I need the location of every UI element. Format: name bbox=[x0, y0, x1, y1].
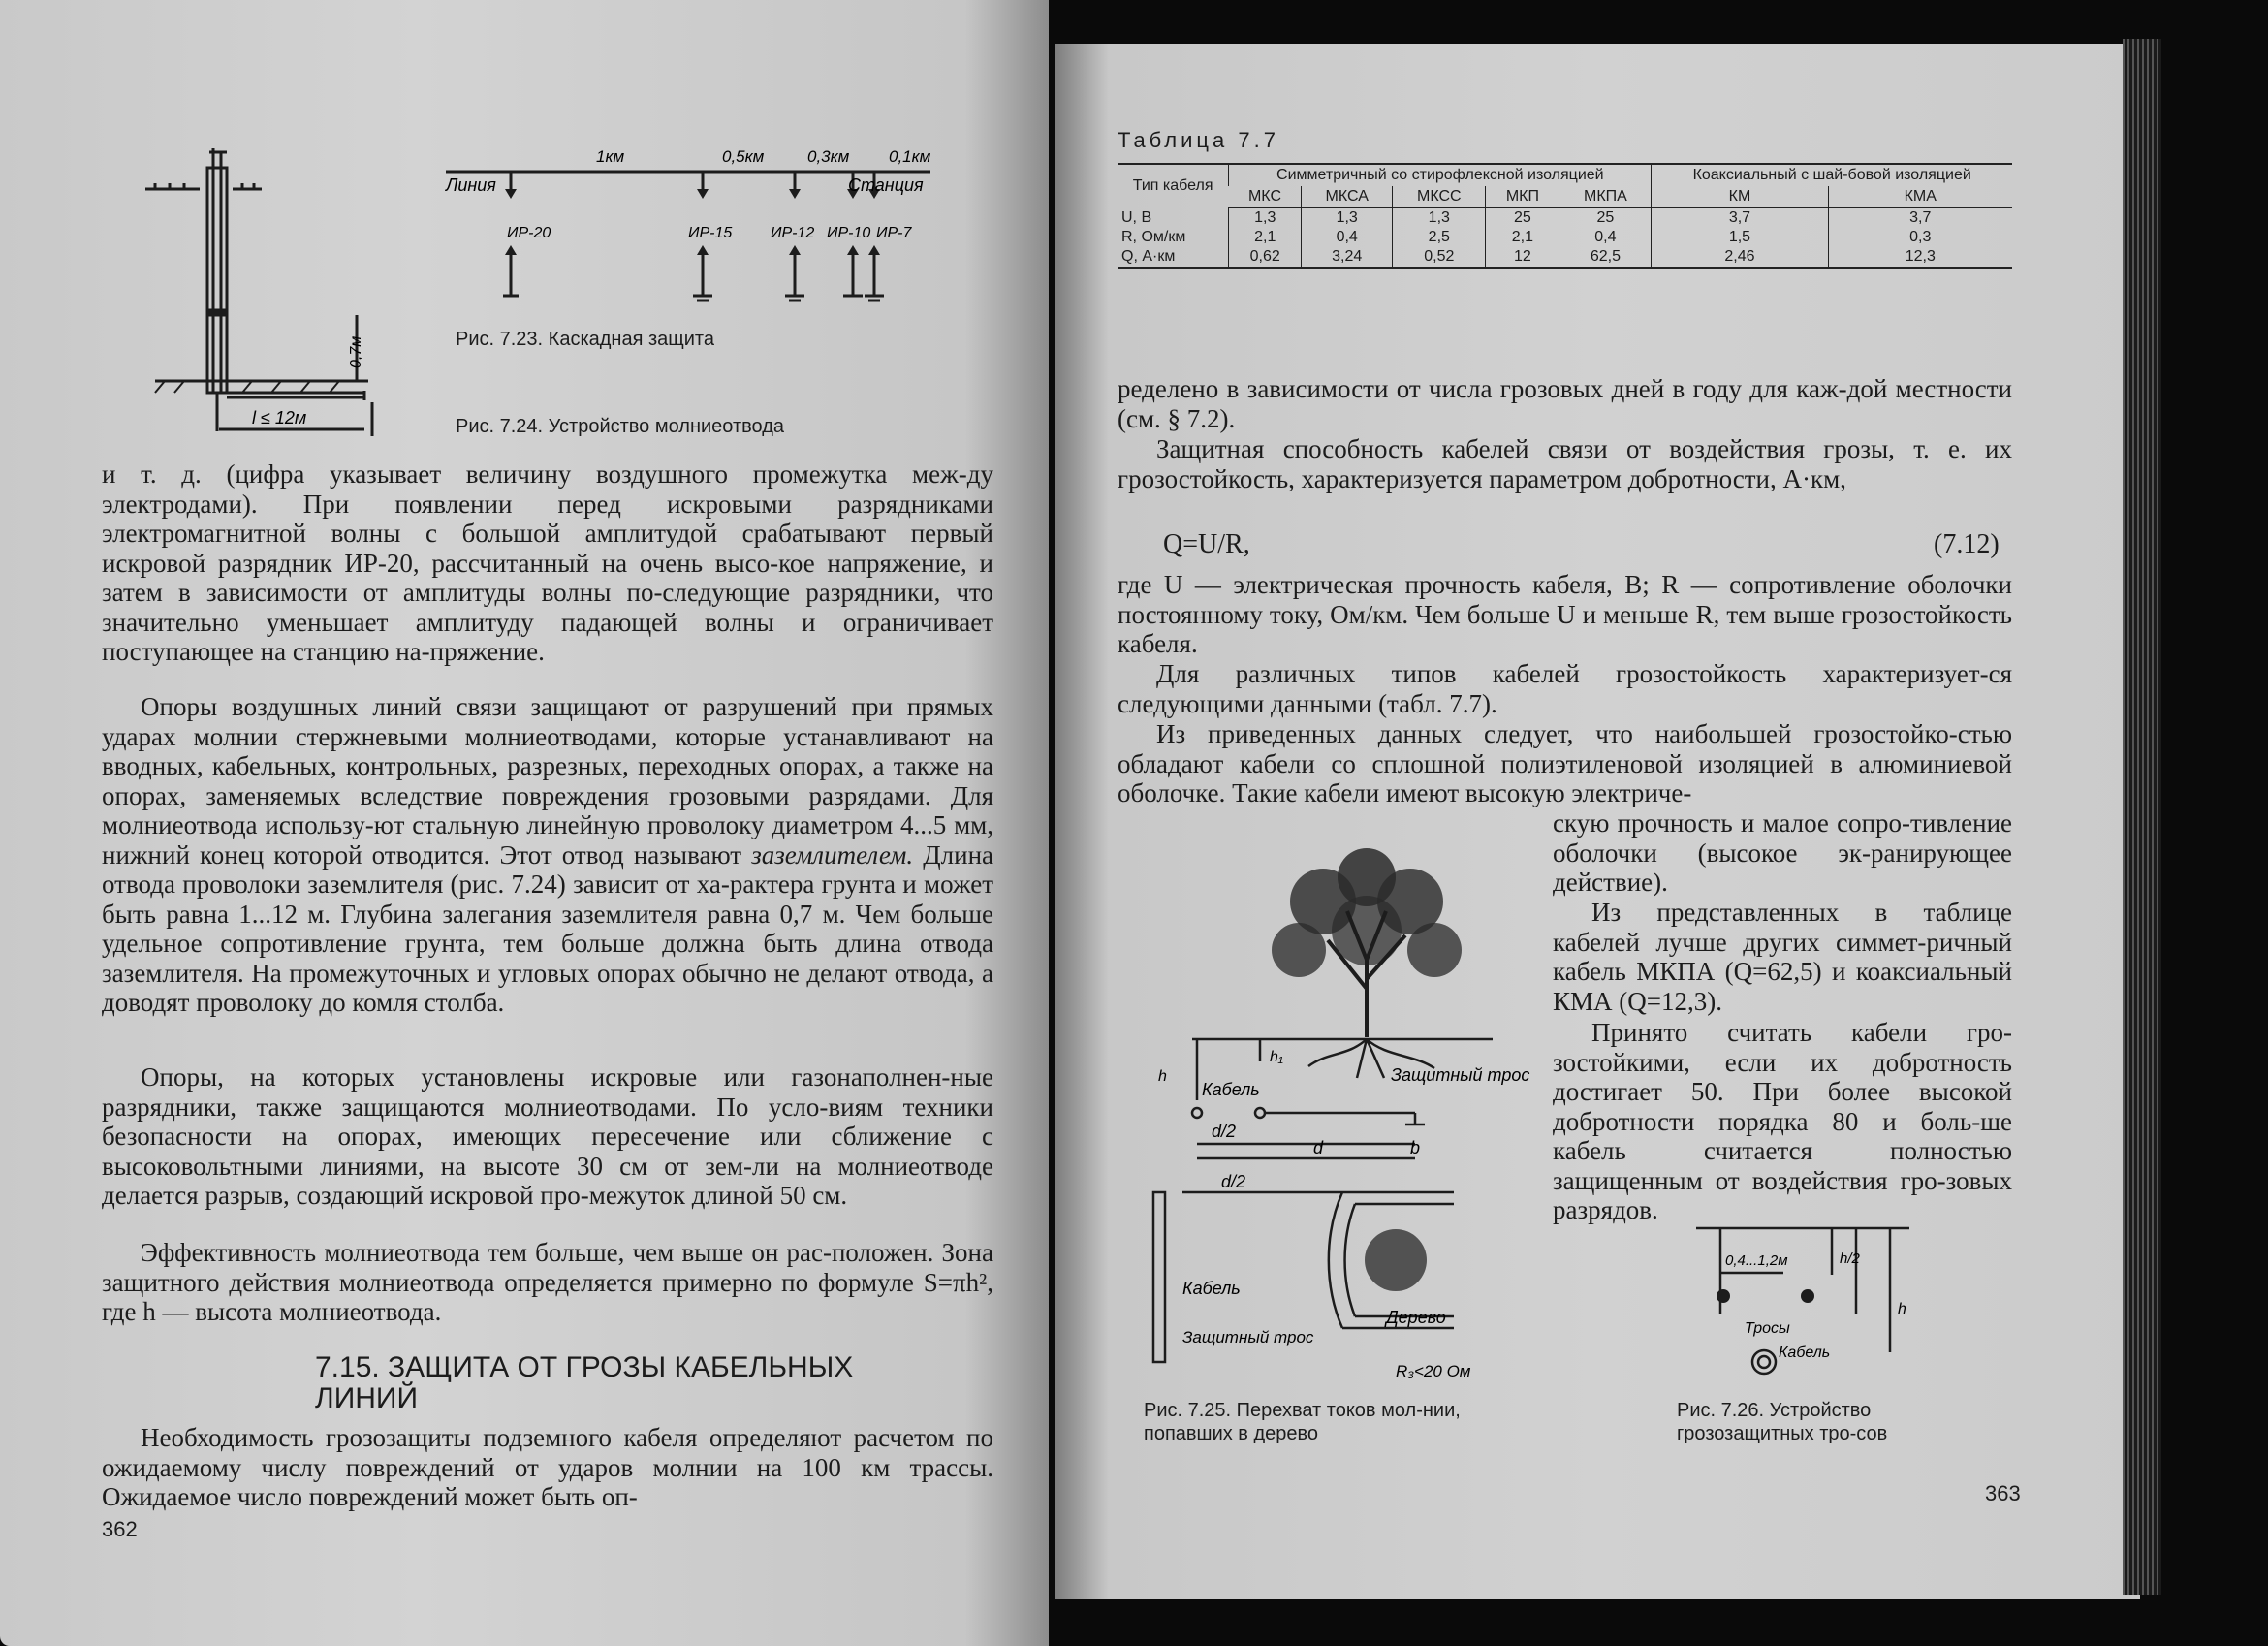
page-edges bbox=[2123, 39, 2161, 1595]
fig25-resistance-label: R₃<20 Ом bbox=[1396, 1362, 1471, 1380]
table-col-km: КМ bbox=[1652, 186, 1828, 208]
fig26-cable-label: Кабель bbox=[1779, 1345, 1831, 1361]
section-heading: 7.15. ЗАЩИТА ОТ ГРОЗЫ КАБЕЛЬНЫХ ЛИНИЙ bbox=[315, 1351, 854, 1414]
right-paragraph-6: скую прочность и малое сопро-тивление оболочки (высокое эк-ранирующее действие). bbox=[1553, 808, 2012, 897]
table-col-mkpa: МКПА bbox=[1559, 186, 1652, 208]
fig26-height-label: h bbox=[1898, 1301, 1906, 1317]
table-cell: 0,52 bbox=[1393, 247, 1486, 268]
table-cell: 62,5 bbox=[1559, 247, 1652, 268]
table-cell: 12 bbox=[1486, 247, 1559, 268]
left-paragraph-5: Необходимость грозозащиты подземного кабеля определяют расчетом по ожидаемому числу повреждений от ударов молнии на 100 км трассы. Ожидаемое число повреждений может быть оп- bbox=[102, 1423, 993, 1511]
fig26-caption: Рис. 7.26. Устройство грозозащитных тро-сов bbox=[1677, 1400, 1888, 1444]
fig26-half-height-label: h/2 bbox=[1840, 1250, 1860, 1267]
fig23-line-label: Линия bbox=[446, 175, 496, 195]
table-cell: 3,7 bbox=[1828, 208, 2012, 229]
fig25-b-label: b bbox=[1410, 1138, 1421, 1157]
fig23-ir15-label: ИР-15 bbox=[688, 225, 733, 241]
left-page-number: 362 bbox=[102, 1517, 138, 1541]
table-cell: 1,3 bbox=[1393, 208, 1486, 229]
table-cell: 2,5 bbox=[1393, 228, 1486, 247]
fig25-caption: Рис. 7.25. Перехват токов мол-нии, попавших в дерево bbox=[1144, 1400, 1461, 1444]
table-col-mkss: МКСС bbox=[1393, 186, 1486, 208]
table-cell: 25 bbox=[1486, 208, 1559, 229]
figure-7-25 bbox=[1124, 824, 1531, 1386]
table-cell: 2,1 bbox=[1486, 228, 1559, 247]
fig23-station-label: Станция bbox=[848, 175, 924, 195]
table-cell: 1,5 bbox=[1652, 228, 1828, 247]
table-cell: 2,46 bbox=[1652, 247, 1828, 268]
table-header-type: Тип кабеля bbox=[1118, 164, 1229, 208]
right-paragraph-5: Из приведенных данных следует, что наибольшей грозостойко-стью обладают кабели со сплошной полиэтиленовой изоляцией в алюминиевой оболочке. Такие кабели имеют высокую электриче- bbox=[1118, 719, 2012, 807]
left-paragraph-1: и т. д. (цифра указывает величину воздушного промежутка меж-ду электродами). При появлении перед искровыми разрядниками электромагнитной волны с большой амплитудой срабатывают первый искровой разрядник ИР-20, рассчитанный на очень высо-кое напряжение, и затем в зависимости от амплитуды волны по-следующие разрядники, что значительно уменьшает амплитуду падающей волны и ограничивает поступающее на станцию на-пряжение. bbox=[102, 459, 993, 666]
left-paragraph-2: Опоры воздушных линий связи защищают от разрушений при прямых ударах молнии стержневыми молниеотводами, которые устанавливают на вводных, кабельных, контрольных, разрезных, переходных опорах, а также на опорах, заменяемых вследствие повреждения грозовыми разрядами. Для молниеотвода использу-ют стальную линейную проволоку диаметром 4...5 мм, нижний конец которой отводится. Этот отвод называют заземлителем. Длина отвода проволоки заземлителя (рис. 7.24) зависит от ха-рактера грунта и может быть равна 1...12 м. Глубина залегания заземлителя равна 0,7 м. Чем больше удельное сопротивление грунта, тем больше должна быть длина отвода заземлителя. На промежуточных и угловых опорах обычно не делают отвода, а доводят проволоку до комля столба. bbox=[102, 692, 994, 1017]
table-row bbox=[1118, 247, 2012, 268]
right-paragraph-4: Для различных типов кабелей грозостойкость характеризует-ся следующими данными (табл. 7.7). bbox=[1118, 659, 2012, 718]
fig23-ir7-label: ИР-7 bbox=[876, 225, 912, 241]
fig24-caption: Рис. 7.24. Устройство молниеотвода bbox=[456, 416, 785, 437]
table-cell: 0,62 bbox=[1229, 247, 1302, 268]
figure-7-23 bbox=[441, 141, 945, 315]
fig23-ir20-label: ИР-20 bbox=[507, 225, 551, 241]
table-cell: 12,3 bbox=[1828, 247, 2012, 268]
fig23-distance-1km: 1км bbox=[596, 147, 625, 166]
right-paragraph-2: Защитная способность кабелей связи от воздействия грозы, т. е. их грозостойкость, характеризуется параметром добротности, А·км, bbox=[1118, 434, 2012, 493]
fig24-length-label: l ≤ 12м bbox=[252, 408, 307, 427]
table-col-mkp: МКП bbox=[1486, 186, 1559, 208]
fig25-half-distance-label: d/2 bbox=[1212, 1122, 1237, 1141]
right-paragraph-7: Из представленных в таблице кабелей лучше других симмет-ричный кабель МКПА (Q=62,5) и коаксиальный КМА (Q=12,3). bbox=[1553, 898, 2012, 1016]
fig25-cable-label-2: Кабель bbox=[1182, 1279, 1241, 1298]
fig25-wire-label-2: Защитный трос bbox=[1182, 1328, 1314, 1346]
fig25-wire-label: Защитный трос bbox=[1391, 1065, 1530, 1085]
fig26-span-label: 0,4...1,2м bbox=[1725, 1252, 1788, 1269]
fig25-half-distance-label-2: d/2 bbox=[1221, 1172, 1246, 1191]
right-paragraph-8: Принято считать кабели гро-зостойкими, если их добротность достигает 50. При более высокой добротности порядка 80 и боль-ше кабель считается полностью защищенным от воздействия гро-зовых разрядов. bbox=[1553, 1018, 2012, 1224]
table-cell: 0,4 bbox=[1559, 228, 1652, 247]
table-col-mks: МКС bbox=[1229, 186, 1302, 208]
table-cell: 3,7 bbox=[1652, 208, 1828, 229]
table-col-kma: КМА bbox=[1828, 186, 2012, 208]
table-row-label: Q, А·км bbox=[1118, 247, 1229, 268]
fig26-wires-label: Тросы bbox=[1745, 1320, 1790, 1337]
table-cell: 0,3 bbox=[1828, 228, 2012, 247]
right-paragraph-3: где U — электрическая прочность кабеля, В; R — сопротивление оболочки постоянному току, Ом/км. Чем больше U и меньше R, тем выше грозостойкость кабеля. bbox=[1118, 570, 2012, 658]
fig24-depth-label: 0,7м bbox=[348, 335, 364, 368]
table-row-label: U, В bbox=[1121, 208, 1152, 226]
table-cell: 1,3 bbox=[1229, 208, 1302, 229]
right-paragraph-1: ределено в зависимости от числа грозовых дней в году для каж-дой местности (см. § 7.2). bbox=[1118, 374, 2012, 433]
equation-formula: Q=U/R, bbox=[1163, 529, 1250, 559]
fig23-caption: Рис. 7.23. Каскадная защита bbox=[456, 329, 714, 350]
table-cell: 2,1 bbox=[1229, 228, 1302, 247]
left-paragraph-4: Эффективность молниеотвода тем больше, чем выше он рас-положен. Зона защитного действия молниеотвода определяется примерно по формуле S=πh², где h — высота молниеотвода. bbox=[102, 1238, 993, 1326]
table-caption: Таблица 7.7 bbox=[1118, 128, 1279, 152]
table-row bbox=[1118, 228, 2012, 247]
table-cell: 25 bbox=[1559, 208, 1652, 229]
figure-7-26 bbox=[1667, 1217, 1929, 1396]
right-page-number: 363 bbox=[1985, 1481, 2021, 1505]
fig25-distance-label: d bbox=[1313, 1138, 1324, 1157]
table-col-mksa: МКСА bbox=[1302, 186, 1393, 208]
figure-7-24 bbox=[136, 141, 397, 451]
table-row bbox=[1118, 208, 2012, 229]
fig23-distance-01km: 0,1км bbox=[889, 147, 931, 166]
fig25-h1-label: h₁ bbox=[1270, 1049, 1283, 1065]
table-cell: 3,24 bbox=[1302, 247, 1393, 268]
table-header-group2: Коаксиальный с шай-бовой изоляцией bbox=[1652, 164, 2012, 186]
left-paragraph-3: Опоры, на которых установлены искровые или газонаполнен-ные разрядники, также защищаются молниеотводами. По усло-виям техники безопасности на опорах, имеющих пересечение или сближение с высоковольтными линиями, на высоте 30 см от зем-ли на молниеотводе делается разрыв, создающий искровой про-межуток длиной 50 см. bbox=[102, 1062, 993, 1210]
fig23-ir10-label: ИР-10 bbox=[827, 225, 871, 241]
table-header-group1: Симметричный со стирофлексной изоляцией bbox=[1229, 164, 1652, 186]
table-row-label: R, Ом/км bbox=[1121, 229, 1186, 245]
fig23-ir12-label: ИР-12 bbox=[771, 225, 815, 241]
table-cell: 0,4 bbox=[1302, 228, 1393, 247]
table-cell: 1,3 bbox=[1302, 208, 1393, 229]
fig25-cable-label: Кабель bbox=[1202, 1080, 1260, 1099]
cable-table bbox=[1118, 163, 2012, 269]
fig25-tree-label: Дерево bbox=[1386, 1308, 1446, 1327]
equation-number: (7.12) bbox=[1934, 529, 2000, 559]
fig23-distance-03km: 0,3км bbox=[807, 147, 850, 166]
fig23-distance-05km: 0,5км bbox=[722, 147, 765, 166]
fig25-h-label: h bbox=[1158, 1068, 1167, 1085]
